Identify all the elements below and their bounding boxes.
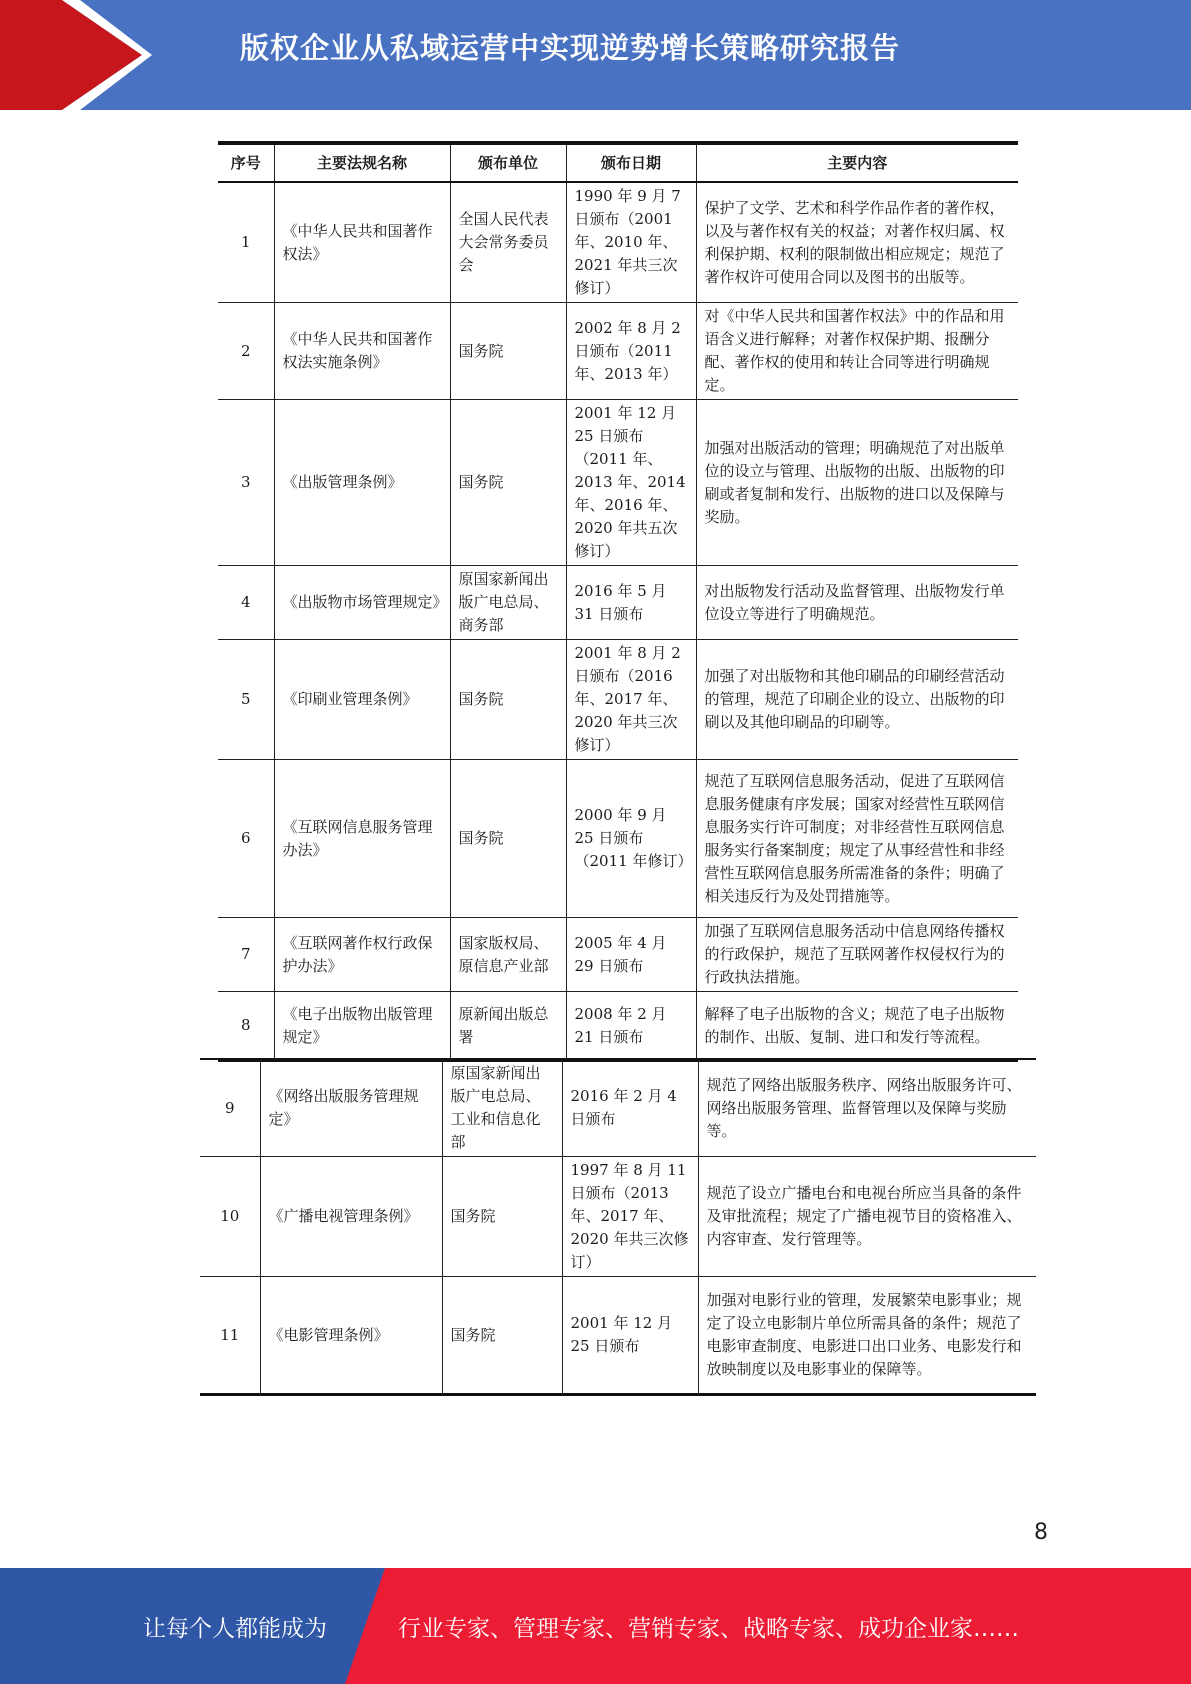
page-header [0, 0, 1191, 110]
row-date: 2008 年 2 月 21 日颁布 [566, 992, 696, 1061]
row-no: 8 [218, 992, 274, 1061]
table-row [200, 1059, 1036, 1157]
row-content: 规范了设立广播电台和电视台所应当具备的条件及审批流程；规定了广播电视节目的资格准入、内容审查、发行管理等。 [698, 1157, 1036, 1277]
row-no: 6 [218, 760, 274, 918]
table-row [218, 640, 1018, 760]
regulations-table-continued [200, 1058, 1036, 1396]
report-title: 版权企业从私域运营中实现逆势增长策略研究报告 [240, 31, 901, 65]
row-content: 解释了电子出版物的含义；规范了电子出版物的制作、出版、复制、进口和发行等流程。 [696, 992, 1018, 1061]
header-name: 主要法规名称 [274, 143, 450, 182]
table-row [218, 992, 1018, 1061]
table-row [218, 760, 1018, 918]
table-row [218, 918, 1018, 992]
row-content: 加强对出版活动的管理；明确规范了对出版单位的设立与管理、出版物的出版、出版物的印刷或者复制和发行、出版物的进口以及保障与奖励。 [696, 400, 1018, 566]
row-date: 2001 年 8 月 2 日颁布（2016 年、2017 年、2020 年共三次修订） [566, 640, 696, 760]
row-no: 1 [218, 182, 274, 303]
row-date: 2005 年 4 月 29 日颁布 [566, 918, 696, 992]
row-name: 《网络出版服务管理规定》 [260, 1059, 442, 1157]
row-name: 《出版管理条例》 [274, 400, 450, 566]
row-date: 2001 年 12 月 25 日颁布（2011 年、2013 年、2014 年、2016 年、2020 年共五次修订） [566, 400, 696, 566]
row-no: 4 [218, 566, 274, 640]
row-content: 加强了对出版物和其他印刷品的印刷经营活动的管理，规范了印刷企业的设立、出版物的印刷以及其他印刷品的印刷等。 [696, 640, 1018, 760]
row-no: 7 [218, 918, 274, 992]
table-header-row [218, 143, 1018, 182]
table-row [218, 182, 1018, 303]
row-issuer: 原新闻出版总署 [450, 992, 566, 1061]
row-name: 《电子出版物出版管理规定》 [274, 992, 450, 1061]
row-name: 《互联网信息服务管理办法》 [274, 760, 450, 918]
row-name: 《广播电视管理条例》 [260, 1157, 442, 1277]
row-date: 2001 年 12 月 25 日颁布 [562, 1277, 698, 1395]
row-name: 《出版物市场管理规定》 [274, 566, 450, 640]
row-name: 《印刷业管理条例》 [274, 640, 450, 760]
table-row [218, 566, 1018, 640]
row-date: 1997 年 8 月 11 日颁布（2013 年、2017 年、2020 年共三次修订） [562, 1157, 698, 1277]
row-content: 规范了互联网信息服务活动，促进了互联网信息服务健康有序发展；国家对经营性互联网信息服务实行许可制度；对非经营性互联网信息服务实行备案制度；规定了从事经营性和非经营性互联网信息服务所需准备的条件；明确了相关违反行为及处罚措施等。 [696, 760, 1018, 918]
row-date: 2002 年 8 月 2 日颁布（2011 年、2013 年） [566, 303, 696, 400]
row-issuer: 全国人民代表大会常务委员会 [450, 182, 566, 303]
row-issuer: 国务院 [442, 1157, 562, 1277]
regulations-table [218, 141, 1018, 1062]
row-date: 2016 年 5 月 31 日颁布 [566, 566, 696, 640]
row-date: 1990 年 9 月 7 日颁布（2001 年、2010 年、2021 年共三次修订） [566, 182, 696, 303]
row-content: 保护了文学、艺术和科学作品作者的著作权，以及与著作权有关的权益；对著作权归属、权利保护期、权利的限制做出相应规定；规范了著作权许可使用合同以及图书的出版等。 [696, 182, 1018, 303]
row-date: 2016 年 2 月 4 日颁布 [562, 1059, 698, 1157]
row-content: 对出版物发行活动及监督管理、出版物发行单位设立等进行了明确规范。 [696, 566, 1018, 640]
row-content: 加强对电影行业的管理，发展繁荣电影事业；规定了设立电影制片单位所需具备的条件；规范了电影审查制度、电影进口出口业务、电影发行和放映制度以及电影事业的保障等。 [698, 1277, 1036, 1395]
row-date: 2000 年 9 月 25 日颁布（2011 年修订） [566, 760, 696, 918]
page-number: 8 [1034, 1520, 1048, 1545]
row-name: 《中华人民共和国著作权法实施条例》 [274, 303, 450, 400]
table-row [200, 1277, 1036, 1395]
row-no: 11 [200, 1277, 260, 1395]
header-content: 主要内容 [696, 143, 1018, 182]
row-issuer: 国务院 [450, 640, 566, 760]
row-content: 加强了互联网信息服务活动中信息网络传播权的行政保护，规范了互联网著作权侵权行为的行政执法措施。 [696, 918, 1018, 992]
row-content: 对《中华人民共和国著作权法》中的作品和用语含义进行解释；对著作权保护期、报酬分配、著作权的使用和转让合同等进行明确规定。 [696, 303, 1018, 400]
page-footer [0, 1568, 1191, 1684]
row-issuer: 原国家新闻出版广电总局、工业和信息化部 [442, 1059, 562, 1157]
row-no: 10 [200, 1157, 260, 1277]
row-content: 规范了网络出版服务秩序、网络出版服务许可、网络出版服务管理、监督管理以及保障与奖励等。 [698, 1059, 1036, 1157]
row-no: 3 [218, 400, 274, 566]
footer-slogan-left: 让每个人都能成为 [143, 1616, 327, 1642]
row-issuer: 国务院 [450, 760, 566, 918]
row-no: 9 [200, 1059, 260, 1157]
table-row [218, 303, 1018, 400]
row-issuer: 国务院 [450, 400, 566, 566]
row-name: 《中华人民共和国著作权法》 [274, 182, 450, 303]
row-issuer: 原国家新闻出版广电总局、商务部 [450, 566, 566, 640]
table-row [218, 400, 1018, 566]
header-chevron-decoration [0, 0, 160, 110]
header-date: 颁布日期 [566, 143, 696, 182]
footer-slogan-right: 行业专家、管理专家、营销专家、战略专家、成功企业家…… [398, 1616, 1019, 1642]
row-no: 2 [218, 303, 274, 400]
row-no: 5 [218, 640, 274, 760]
row-name: 《电影管理条例》 [260, 1277, 442, 1395]
table-row [200, 1157, 1036, 1277]
row-name: 《互联网著作权行政保护办法》 [274, 918, 450, 992]
header-issuer: 颁布单位 [450, 143, 566, 182]
row-issuer: 国家版权局、原信息产业部 [450, 918, 566, 992]
row-issuer: 国务院 [442, 1277, 562, 1395]
row-issuer: 国务院 [450, 303, 566, 400]
header-no: 序号 [218, 143, 274, 182]
